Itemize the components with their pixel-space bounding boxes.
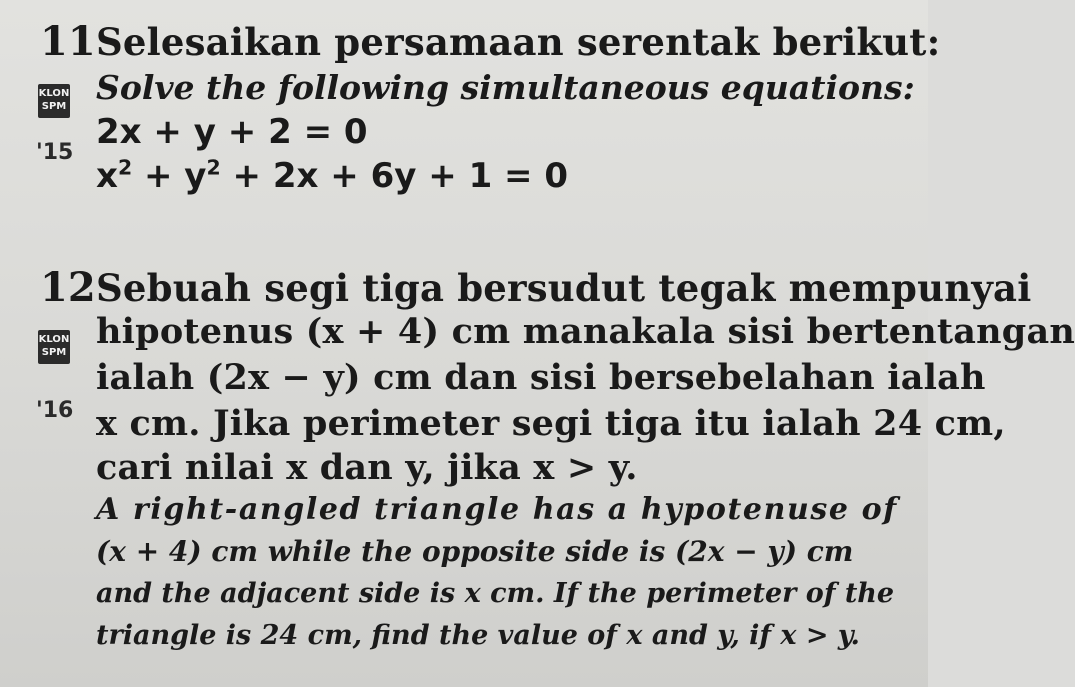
question-12-malay-line-1: Sebuah segi tiga bersudut tegak mempunyai [96, 266, 1032, 310]
question-11-english-text: Solve the following simultaneous equations: [96, 68, 915, 107]
question-12-malay-line-2: hipotenus (x + 4) cm manakala sisi bertentangan [96, 311, 1075, 352]
equation-1: 2x + y + 2 = 0 [96, 112, 368, 152]
question-12-english-line-3: and the adjacent side is x cm. If the perimeter of the [96, 578, 895, 609]
question-12-year-mark: '16 [36, 398, 74, 423]
question-11-malay-text: Selesaikan persamaan serentak berikut: [96, 20, 941, 64]
equation-2-rest: + 2x + 6y + 1 = 0 [220, 156, 569, 196]
question-12-english-line-1: A right-angled triangle has a hypotenuse of [96, 492, 898, 527]
klon-spm-badge-2: KLON SPM [38, 330, 70, 364]
question-12-english-line-4: triangle is 24 cm, find the value of x and y, if x > y. [96, 620, 860, 651]
question-12-malay-line-4: x cm. Jika perimeter segi tiga itu ialah 24 cm, [96, 403, 1006, 444]
question-12-malay-line-5: cari nilai x dan y, jika x > y. [96, 447, 638, 488]
equation-2 [96, 156, 568, 196]
klon-spm-badge: KLON SPM [38, 84, 70, 118]
question-11-year-mark: '15 [36, 140, 74, 165]
equation-2-sup-y: 2 [206, 155, 221, 180]
question-12-malay-line-3: ialah (2x − y) cm dan sisi bersebelahan ialah [96, 357, 986, 398]
equation-2-sup-x: 2 [117, 155, 133, 180]
question-12-number: 12 [40, 264, 96, 311]
equation-2-term-y: + y [132, 156, 207, 196]
question-12-english-line-2: (x + 4) cm while the opposite side is (2x − y) cm [96, 535, 854, 568]
question-11-number: 11 [40, 18, 96, 65]
equation-2-term-x: x [96, 156, 118, 196]
